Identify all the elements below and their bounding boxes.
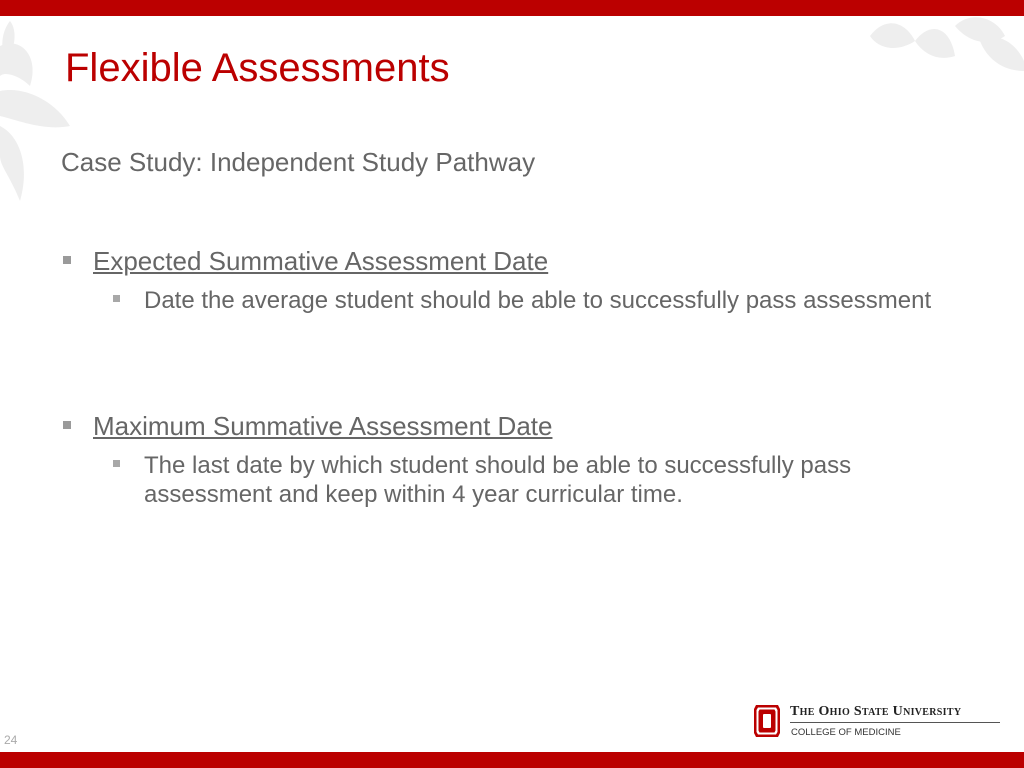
top-accent-bar bbox=[0, 0, 1024, 16]
square-bullet-icon bbox=[63, 421, 71, 429]
block-o-icon bbox=[752, 702, 782, 740]
square-bullet-icon bbox=[113, 295, 120, 302]
slide-subtitle: Case Study: Independent Study Pathway bbox=[61, 147, 536, 177]
sub-bullet-text: Date the average student should be able to successfully pass assessment bbox=[144, 287, 932, 314]
square-bullet-icon bbox=[113, 460, 120, 467]
college-name: COLLEGE OF MEDICINE bbox=[791, 727, 901, 738]
sub-bullet-text: The last date by which student should be able to successfully pass assessment and keep within 4 year curricular time. bbox=[144, 452, 852, 508]
page-number: 24 bbox=[4, 733, 18, 747]
bullet-heading-link[interactable]: Maximum Summative Assessment Date bbox=[93, 411, 553, 441]
osu-logo bbox=[752, 700, 1002, 744]
slide-title: Flexible Assessments bbox=[65, 46, 450, 90]
bullet-heading-link[interactable]: Expected Summative Assessment Date bbox=[93, 246, 549, 276]
logo-divider bbox=[790, 722, 1000, 723]
bullet-expected-date bbox=[61, 246, 961, 278]
university-name: The Ohio State University bbox=[790, 704, 962, 719]
sub-bullet-expected-date bbox=[113, 286, 933, 346]
sub-bullet-maximum-date bbox=[113, 451, 933, 511]
bottom-accent-bar bbox=[0, 752, 1024, 768]
bullet-maximum-date bbox=[61, 411, 961, 443]
square-bullet-icon bbox=[63, 256, 71, 264]
leaf-decoration-right bbox=[860, 16, 1024, 76]
